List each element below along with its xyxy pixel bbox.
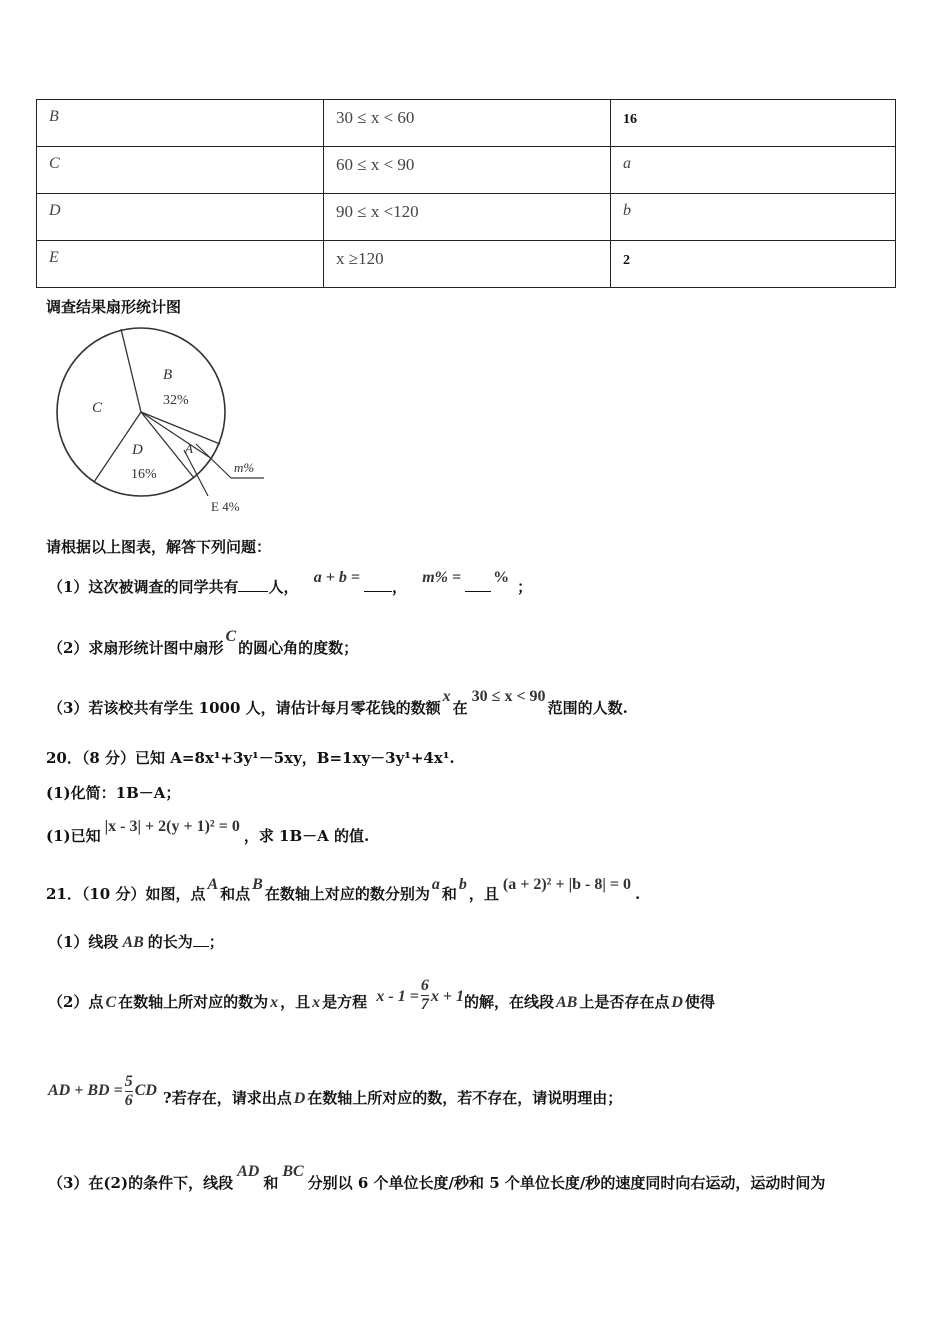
table-row [37,100,896,147]
q1-text-1: （1）这次被调查的同学共有 [48,578,239,596]
count-cell: a [623,155,631,172]
question-2 [48,628,358,669]
range-cell: 90 ≤ x <120 [336,202,419,221]
q1-percent: % [493,569,510,586]
q21-eq-right: x + 1 [430,988,464,1005]
q21-eq-numerator: 6 [420,976,429,994]
q1-equation-1: a + b = [313,569,360,586]
q21-head-mid: 在数轴上对应的数分别为 [264,885,430,903]
q21-s1-post: 的长为 [147,933,193,951]
question-1 [48,567,532,608]
q21-s2b-denominator: 6 [124,1091,133,1109]
q21-s1-ab: AB [122,934,144,951]
q21-s2-p7: 使得 [684,993,715,1011]
q21-head-pre: 21．（10 分）如图，点 [46,885,206,903]
q21-s2b-right: CD [134,1082,157,1099]
table-row [37,241,896,288]
q21-s2-p2: 在数轴上所对应的数为 [118,993,269,1011]
question-21-part-1 [48,922,224,963]
question-21-part-2-cont [48,1072,623,1121]
q20-part2-post: ，求 1B－A 的值. [243,827,370,845]
q20-part2-pre: (1)已知 [46,827,101,845]
q21-s1-blank [193,946,209,947]
q21-s3-and: 和 [263,1174,279,1192]
q1-sep: ， [391,578,407,596]
question-21-heading [46,874,640,915]
instruction-text: 请根据以上图表，解答下列问题： [46,538,272,556]
sector-line-ae [141,412,212,459]
question-20-heading: 20．（8 分）已知 A=8x¹+3y¹－5xy，B=1xy－3y¹+4x¹. [46,749,455,767]
question-20-part-1: (1)化简：1B－A； [46,784,181,802]
pie-label-a: A [185,441,193,456]
q2-text-2: 的圆心角的度数； [238,639,359,657]
q21-var-a: a [431,876,440,893]
q21-s2-d: D [671,994,683,1011]
q21-s3-bc: BC [282,1163,304,1180]
q1-blank-3 [465,591,491,592]
pie-chart [46,322,276,522]
q3-var-x: x [442,688,451,705]
pie-caption: 调查结果扇形统计图 [46,298,182,316]
q21-var-b: b [458,876,467,893]
q21-s2b-equation [48,1072,157,1109]
q3-range: 30 ≤ x < 90 [471,688,546,705]
q21-eq-denominator: 7 [420,995,429,1013]
pie-label-c: C [92,400,103,416]
q21-head-mid2: ，且 [468,885,499,903]
count-cell: b [623,202,631,219]
group-cell: C [49,155,60,172]
count-cell: 16 [623,112,637,127]
q3-text-1: （3）若该校共有学生 1000 人，请估计每月零花钱的数额 [48,699,441,717]
pie-pct-m: m% [234,460,255,475]
q21-s2-ab: AB [555,994,578,1011]
q21-s1-end: ； [208,933,224,951]
leader-line-e [184,450,208,496]
q21-s2-p6: 上是否存在点 [579,993,670,1011]
q20-condition: |x - 3| + 2(y + 1)² = 0 [104,818,240,835]
q21-equation [376,976,464,1013]
frequency-table [36,99,896,288]
q1-blank-2 [364,591,392,592]
q1-end: ； [517,578,533,596]
question-21-part-3 [48,1163,825,1204]
question-20-part-2 [46,816,369,857]
q2-var-c: C [225,628,237,645]
q21-s2-p5: 的解，在线段 [463,993,554,1011]
q1-equation-2: m% = [422,569,462,586]
group-cell: B [49,108,59,125]
q21-dot: . [634,885,641,903]
q21-s2b-p1: ?若存在，请求出点 [162,1089,292,1107]
q1-text-2: 人， [268,578,299,596]
pie-pct-d: 16% [131,467,157,482]
question-3 [48,688,628,729]
group-cell: D [49,202,61,219]
q21-s1-pre: （1）线段 [48,933,119,951]
q21-point-a: A [207,876,219,893]
q1-blank-1 [238,591,268,592]
q21-eq-left: x - 1 = [376,988,419,1005]
q21-s2-p3: ，且 [280,993,311,1011]
table-row [37,147,896,194]
q21-s2b-fraction [125,1073,133,1110]
q21-s2-p1: （2）点 [48,993,104,1011]
range-cell: x ≥120 [336,249,384,268]
sector-line-bc [121,329,141,412]
q21-s2-x2: x [312,994,321,1011]
pie-pct-b: 32% [163,393,189,408]
range-cell: 30 ≤ x < 60 [336,108,415,127]
q21-point-b: B [252,876,263,893]
q3-mid: 在 [452,699,468,717]
q21-eq-fraction [421,977,429,1014]
leader-line-m [196,444,231,478]
q21-s2-c: C [105,994,117,1011]
q21-s3-p1: （3）在(2)的条件下，线段 [48,1174,234,1192]
q21-s2b-left: AD + BD = [48,1082,123,1099]
pie-label-e: E 4% [211,499,240,514]
q3-text-2: 范围的人数. [547,699,628,717]
q21-and-1: 和点 [220,885,251,903]
q21-s3-ad: AD [237,1163,260,1180]
range-cell: 60 ≤ x < 90 [336,155,415,174]
q2-text-1: （2）求扇形统计图中扇形 [48,639,224,657]
question-21-part-2 [48,976,715,1023]
q21-and-2: 和 [441,885,457,903]
q21-s2-x: x [270,994,279,1011]
group-cell: E [49,249,59,266]
q21-s2-p4: 是方程 [322,993,368,1011]
sector-line-ba [141,412,220,444]
q21-s3-p2: 分别以 6 个单位长度/秒和 5 个单位长度/秒的速度同时向右运动，运动时间为 [307,1174,826,1192]
q21-condition: (a + 2)² + |b - 8| = 0 [502,876,631,893]
pie-label-d: D [132,442,143,458]
count-cell: 2 [623,253,630,268]
q21-s2b-p2: 在数轴上所对应的数，若不存在，请说明理由； [307,1089,623,1107]
q21-s2b-d: D [293,1090,306,1107]
pie-label-b: B [163,367,173,383]
table-row [37,194,896,241]
q21-s2b-numerator: 5 [124,1072,133,1090]
